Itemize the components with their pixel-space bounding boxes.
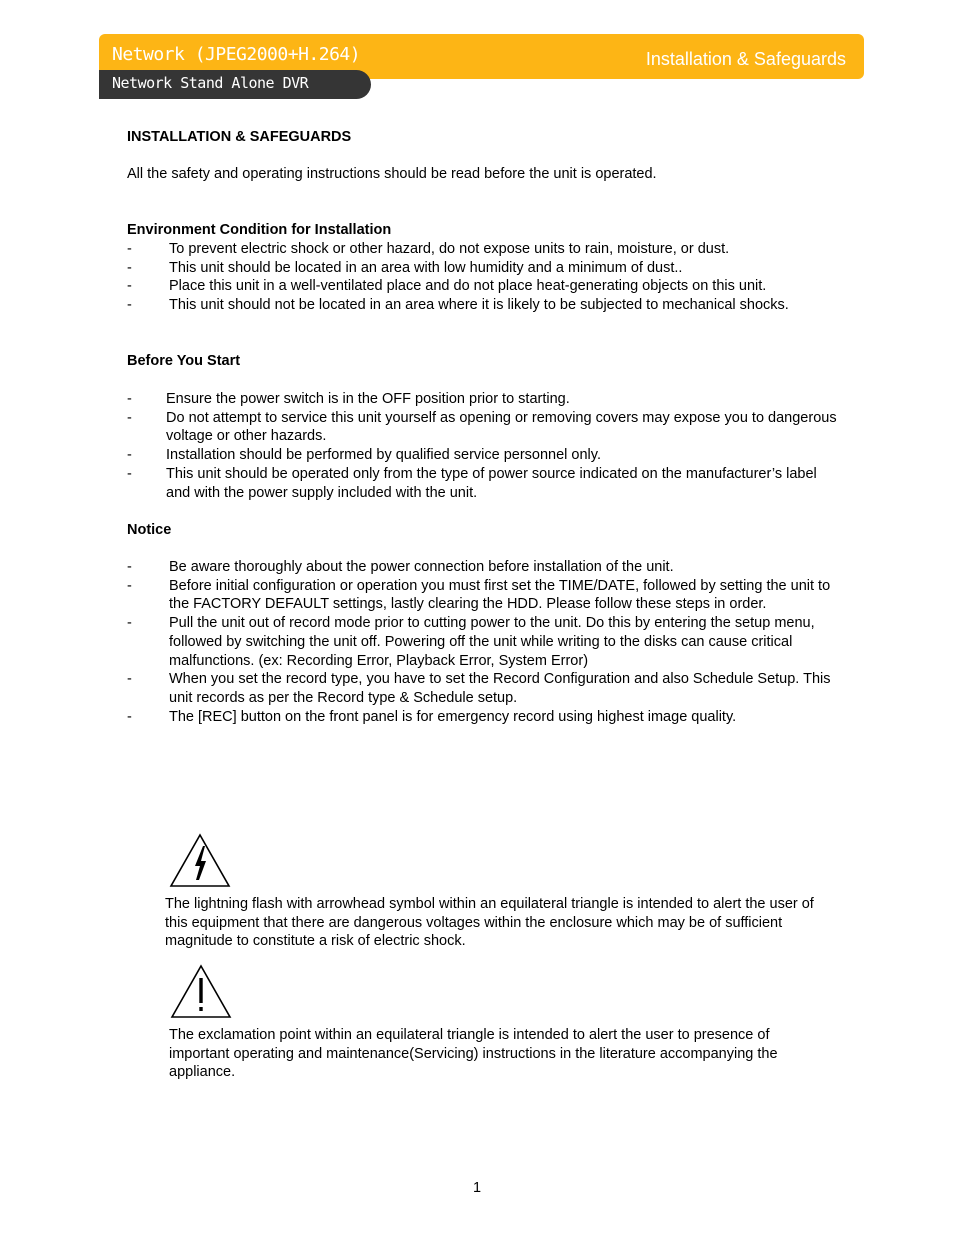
list-item <box>127 296 837 315</box>
list-item <box>127 465 837 502</box>
list-item-text: The [REC] button on the front panel is for emergency record using highest image quality. <box>169 708 737 725</box>
list-bullet: - <box>127 278 132 295</box>
list-bullet: - <box>127 409 132 426</box>
list-item <box>127 708 837 727</box>
list-bullet: - <box>127 391 132 407</box>
list-item-text: Ensure the power switch is in the OFF position prior to starting. <box>166 391 570 407</box>
list-item <box>127 390 837 409</box>
list-item <box>127 259 837 278</box>
list-item-text: This unit should be operated only from the type of power source indicated on the manufacturer’s label and with the power supply included with the unit. <box>166 465 817 501</box>
list-item <box>127 446 837 465</box>
list-item-text: When you set the record type, you have to set the Record Configuration and also Schedule Setup. This unit records as per the Record type & Schedule setup. <box>169 671 831 706</box>
lightning-warning-text <box>165 895 825 951</box>
list-item <box>127 614 837 670</box>
list-bullet: - <box>127 559 132 575</box>
environment-list <box>127 240 837 315</box>
list-item <box>127 558 837 577</box>
list-item-text: To prevent electric shock or other hazard, do not expose units to rain, moisture, or dust. <box>169 241 730 257</box>
main-heading: INSTALLATION & SAFEGUARDS <box>127 129 352 145</box>
list-item-text: Do not attempt to service this unit yourself as opening or removing covers may expose you to dangerous voltage or other hazards. <box>166 409 837 445</box>
list-item-text: Be aware thoroughly about the power connection before installation of the unit. <box>169 559 674 575</box>
environment-heading: Environment Condition for Installation <box>127 222 392 238</box>
subheader-title: Network Stand Alone DVR <box>112 74 309 92</box>
list-item-text: Installation should be performed by qualified service personnel only. <box>166 447 601 464</box>
list-bullet: - <box>127 708 132 725</box>
list-bullet: - <box>127 447 132 464</box>
list-bullet: - <box>127 297 132 314</box>
page-number: 1 <box>472 1180 482 1196</box>
list-bullet: - <box>127 671 132 688</box>
list-item <box>127 409 837 446</box>
list-item-text: This unit should be located in an area with low humidity and a minimum of dust.. <box>169 259 683 276</box>
list-item-text: Before initial configuration or operation you must first set the TIME/DATE, followed by setting the unit to the FACTORY DEFAULT settings, lastly clearing the HDD. Please follow these steps in order. <box>169 577 831 613</box>
notice-heading: Notice <box>127 522 172 538</box>
list-bullet: - <box>127 615 132 632</box>
exclamation-warning-icon <box>170 964 232 1019</box>
list-item <box>127 240 837 259</box>
list-bullet: - <box>127 465 132 482</box>
list-item-text: This unit should not be located in an area where it is likely to be subjected to mechanical shocks. <box>169 297 789 314</box>
list-item <box>127 577 837 614</box>
list-item <box>127 277 837 296</box>
list-item <box>127 670 837 707</box>
list-bullet: - <box>127 577 132 594</box>
before-heading: Before You Start <box>127 353 241 369</box>
exclamation-warning-text: The exclamation point within an equilateral triangle is intended to alert the user to presence of important operating and maintenance(Servicing) instructions in the literature accompanying the appliance. <box>169 1027 778 1081</box>
header-section-title: Installation & Safeguards <box>645 49 846 69</box>
list-bullet: - <box>127 259 132 276</box>
list-item-text: Place this unit in a well-ventilated place and do not place heat-generating objects on this unit. <box>169 278 767 295</box>
notice-list <box>127 558 837 726</box>
before-list <box>127 390 837 502</box>
header-title: Network (JPEG2000+H.264) <box>112 44 361 65</box>
lightning-warning-icon <box>169 833 231 888</box>
list-bullet: - <box>127 241 132 257</box>
list-item-text: Pull the unit out of record mode prior to cutting power to the unit. Do this by entering the setup menu, followed by switching the unit off. Powering off the unit while writing to the disks can cause critical malfunctions. (ex: Recording Error, Playback Error, System Error) <box>169 615 815 669</box>
lightning-warning-paragraph: The lightning flash with arrowhead symbol within an equilateral triangle is intended to alert the user of this equipment that there are dangerous voltages within the enclosure which may be of sufficient magnitude to constitute a risk of electric shock. <box>165 896 814 950</box>
intro-text: All the safety and operating instructions should be read before the unit is operated. <box>127 166 657 182</box>
